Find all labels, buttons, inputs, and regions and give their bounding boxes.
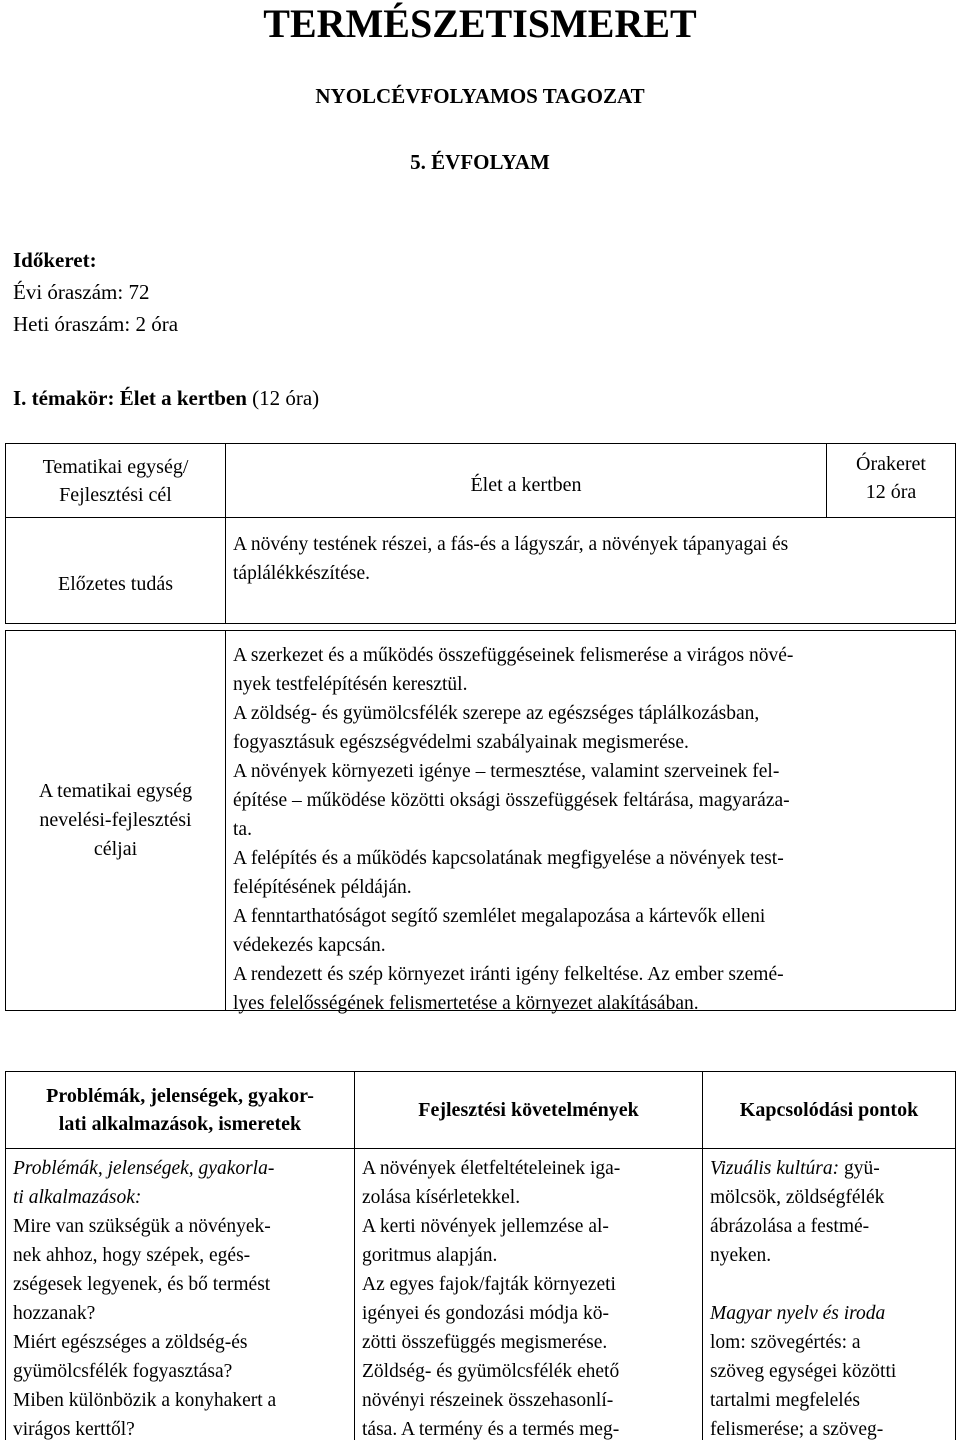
goals-line: ta. bbox=[233, 819, 252, 840]
col-connections-header: Kapcsolódási pontok bbox=[739, 1098, 919, 1121]
goals-label-line-1: A tematikai egység bbox=[38, 780, 193, 802]
topic-heading bbox=[13, 386, 319, 411]
requirements-line: növényi részeinek összehasonlí- bbox=[362, 1390, 614, 1411]
unit-label-cell bbox=[5, 443, 226, 518]
requirements-line: igényei és gondozási módja kö- bbox=[362, 1303, 609, 1324]
unit-title: Élet a kertben bbox=[470, 474, 582, 496]
col-connections-body bbox=[703, 1149, 956, 1440]
connections-text: gyü- bbox=[839, 1158, 880, 1179]
prior-knowledge-label: Előzetes tudás bbox=[58, 573, 173, 595]
goals-line: A szerkezet és a működés összefüggéseinek felismerése a virágos növé- bbox=[233, 645, 794, 666]
connections-spacer bbox=[710, 1270, 951, 1299]
connections-line: szöveg egységei közötti bbox=[710, 1361, 897, 1382]
problems-line: Miért egészséges a zöldség-és bbox=[13, 1332, 248, 1353]
topic-heading-bold: I. témakör: Élet a kertben bbox=[13, 386, 247, 410]
col-problems-header-cell bbox=[5, 1071, 355, 1149]
goals-label-line-3: céljai bbox=[93, 838, 138, 860]
requirements-line: Az egyes fajok/fajták környezeti bbox=[362, 1274, 616, 1295]
col-problems-header-line-1: Problémák, jelenségek, gyakor- bbox=[46, 1085, 314, 1107]
hours-cell bbox=[826, 443, 956, 518]
connections-line bbox=[710, 1154, 951, 1183]
document-subtitle-track: NYOLCÉVFOLYAMOS TAGOZAT bbox=[315, 84, 645, 108]
goals-line: nyek testfelépítésén keresztül. bbox=[233, 674, 468, 695]
goals-line: védekezés kapcsán. bbox=[233, 935, 386, 956]
goals-line: fogyasztásuk egészségvédelmi szabályainak megismerése. bbox=[233, 732, 689, 753]
requirements-line: A kerti növények jellemzése al- bbox=[362, 1216, 609, 1237]
hours-label: Órakeret bbox=[856, 453, 926, 475]
problems-line: hozzanak? bbox=[13, 1303, 96, 1324]
connections-line: mölcsök, zöldségfélék bbox=[710, 1187, 885, 1208]
requirements-line: goritmus alapján. bbox=[362, 1245, 498, 1266]
col-requirements-header-cell bbox=[355, 1071, 703, 1149]
problems-line: gyümölcsfélék fogyasztása? bbox=[13, 1361, 233, 1382]
connections-subject-hungarian: Magyar nyelv és iroda bbox=[710, 1303, 886, 1324]
connections-line: nyeken. bbox=[710, 1245, 772, 1266]
goals-line: A zöldség- és gyümölcsfélék szerepe az egészséges táplálkozásban, bbox=[233, 703, 760, 724]
problems-line: virágos kerttől? bbox=[13, 1419, 135, 1440]
hours-value: 12 óra bbox=[865, 481, 917, 503]
col-requirements-header: Fejlesztési követelmények bbox=[418, 1098, 639, 1121]
yearly-hours: Évi óraszám: 72 bbox=[13, 280, 150, 304]
time-frame-label: Időkeret: bbox=[13, 248, 97, 272]
connections-line: lom: szövegértés: a bbox=[710, 1332, 861, 1353]
goals-line: A rendezett és szép környezet iránti igény felkeltése. Az ember szemé- bbox=[233, 964, 784, 985]
col-requirements-body bbox=[355, 1149, 703, 1440]
unit-label-line-1: Tematikai egység/ bbox=[42, 455, 189, 478]
time-frame-block bbox=[13, 244, 178, 340]
weekly-hours: Heti óraszám: 2 óra bbox=[13, 312, 179, 336]
prior-knowledge-line: A növény testének részei, a fás-és a lágyszár, a növények tápanyagai és bbox=[233, 534, 789, 555]
goals-cell bbox=[226, 630, 956, 1014]
goals-line: A fenntarthatóságot segítő szemlélet megalapozása a kártevők elleni bbox=[233, 906, 766, 927]
requirements-line: tása. A termény és a termés meg- bbox=[362, 1419, 620, 1440]
requirements-line: Zöldség- és gyümölcsfélék ehető bbox=[362, 1361, 620, 1382]
goals-line: felépítésének példáján. bbox=[233, 877, 412, 898]
connections-line: felismerése; a szöveg- bbox=[710, 1419, 884, 1440]
problems-line: nek ahhoz, hogy szépek, egés- bbox=[13, 1245, 251, 1266]
connections-line: ábrázolása a festmé- bbox=[710, 1216, 870, 1237]
col-connections-header-cell bbox=[703, 1071, 956, 1149]
requirements-line: A növények életfeltételeinek iga- bbox=[362, 1158, 621, 1179]
goals-line: építése – működése közötti oksági összefüggések feltárása, magyaráza- bbox=[233, 790, 790, 811]
goals-line: A felépítés és a működés kapcsolatának megfigyelése a növények test- bbox=[233, 848, 784, 869]
connections-line: tartalmi megfelelés bbox=[710, 1390, 860, 1411]
requirements-line: zolása kísérletekkel. bbox=[362, 1187, 521, 1208]
unit-label-line-2: Fejlesztési cél bbox=[59, 483, 172, 506]
problems-line: Miben különbözik a konyhakert a bbox=[13, 1390, 277, 1411]
requirements-line: zötti összefüggés megismerése. bbox=[362, 1332, 608, 1353]
problems-line: zségesek legyenek, és bő termést bbox=[13, 1274, 271, 1295]
problems-line: Mire van szükségük a növények- bbox=[13, 1216, 271, 1237]
goals-label-line-2: nevelési-fejlesztési bbox=[39, 809, 192, 831]
prior-knowledge-cell bbox=[226, 518, 956, 624]
prior-knowledge-line: táplálékkészítése. bbox=[233, 563, 370, 584]
goals-line: A növények környezeti igénye – termesztése, valamint szerveinek fel- bbox=[233, 761, 780, 782]
prior-knowledge-label-cell bbox=[5, 518, 226, 624]
document-subtitle-grade: 5. ÉVFOLYAM bbox=[410, 150, 550, 174]
goals-line: lyes felelősségének felismertetése a környezet alakításában. bbox=[233, 993, 699, 1014]
document-title: TERMÉSZETISMERET bbox=[263, 1, 697, 46]
connections-subject-visual: Vizuális kultúra: bbox=[710, 1158, 840, 1179]
problems-italic-line: ti alkalmazások: bbox=[13, 1187, 142, 1208]
col-problems-header-line-2: lati alkalmazások, ismeretek bbox=[58, 1113, 302, 1135]
problems-italic-line: Problémák, jelenségek, gyakorla- bbox=[13, 1158, 275, 1179]
col-problems-body bbox=[5, 1149, 355, 1440]
topic-heading-hours: (12 óra) bbox=[246, 386, 320, 410]
goals-label-cell bbox=[5, 630, 226, 1011]
